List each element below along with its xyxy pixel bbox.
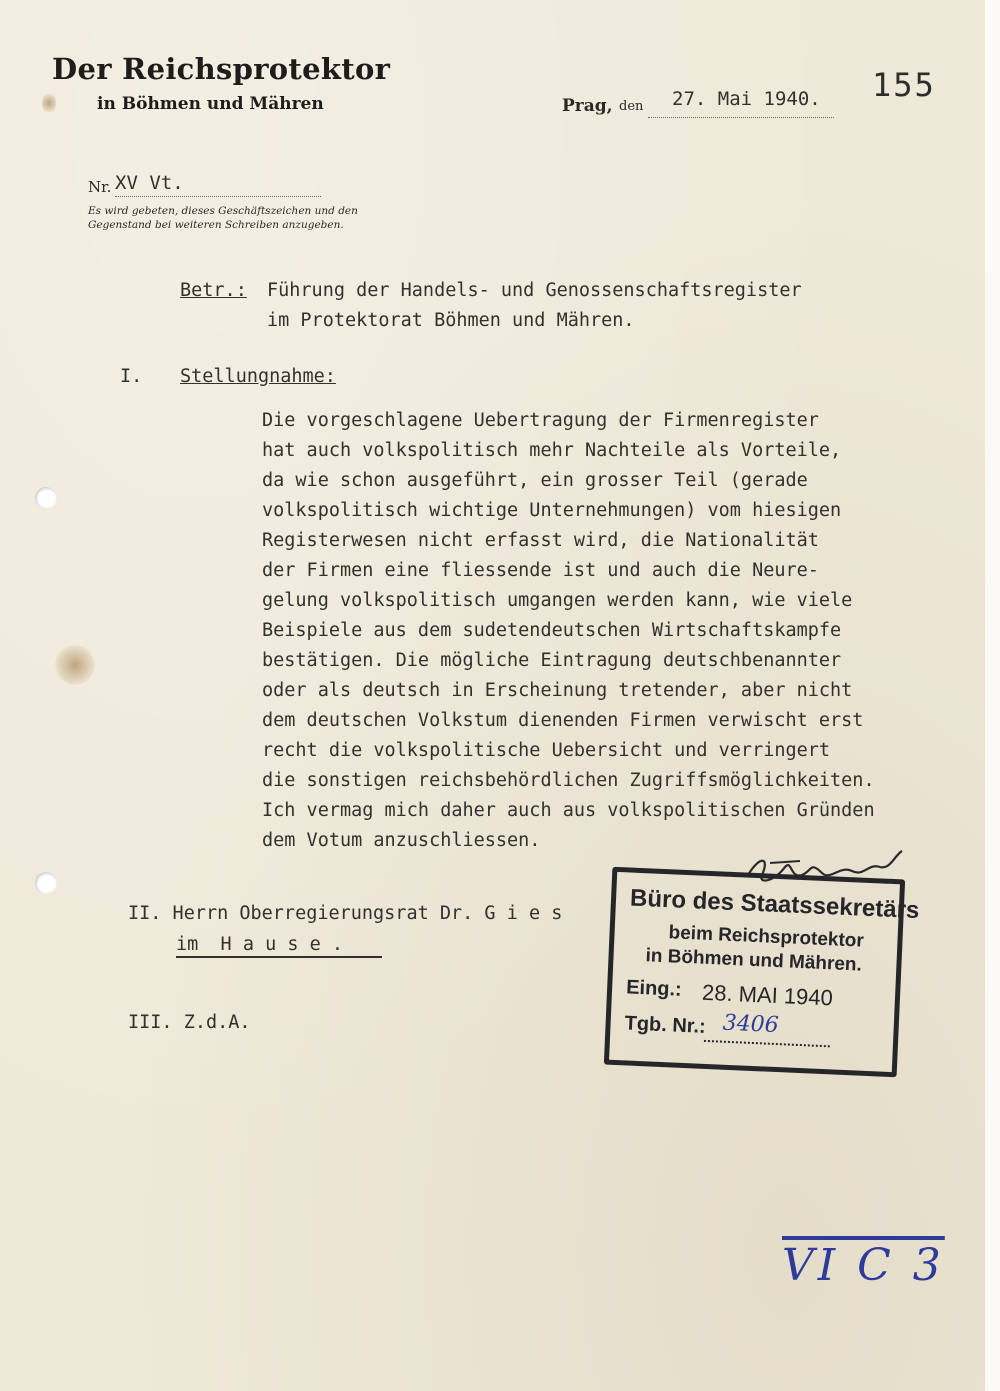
- received-stamp: [604, 867, 920, 1078]
- body-line: oder als deutsch in Erscheinung tretender, aber nicht: [262, 680, 853, 701]
- body-line: der Firmen eine fliessende ist und auch die Neure-: [262, 560, 819, 581]
- rust-stain-small: [42, 92, 56, 114]
- subject-line2: im Protektorat Böhmen und Mähren.: [267, 310, 635, 331]
- punch-hole-bottom: [35, 872, 57, 894]
- body-line: dem deutschen Volkstum dienenden Firmen verwischt erst: [262, 710, 864, 731]
- stamp-dotted-line: [704, 1040, 830, 1047]
- body-line: die sonstigen reichsbehördlichen Zugriffsmöglichkeiten.: [262, 770, 875, 791]
- body-line: gelung volkspolitisch umgangen werden kann, wie viele: [262, 590, 853, 611]
- section2-line2: im H a u s e .: [176, 934, 344, 955]
- stamp-diary-number: 3406: [722, 1010, 780, 1039]
- stamp-received-label: Eing.:: [625, 976, 683, 1001]
- reference-label: Nr.: [88, 178, 112, 196]
- den-label: den: [619, 99, 644, 114]
- section2-underline: [176, 956, 382, 958]
- section2-line1: II. Herrn Oberregierungsrat Dr. G i e s: [128, 903, 563, 924]
- body-line: dem Votum anzuschliessen.: [262, 830, 541, 851]
- body-line: bestätigen. Die mögliche Eintragung deutschbenannter: [262, 650, 842, 671]
- body-line: Die vorgeschlagene Uebertragung der Firmenregister: [262, 410, 819, 431]
- letterhead-subtitle: in Böhmen und Mähren: [97, 94, 324, 114]
- stamp-office-line3: in Böhmen und Mähren.: [645, 945, 863, 976]
- section1-numeral: I.: [120, 366, 143, 387]
- stamp-diary-label: Tgb. Nr.:: [624, 1012, 707, 1038]
- stamp-office: Büro des Staatssekretärs: [629, 884, 920, 925]
- reference-note-line2: Gegenstand bei weiteren Schreiben anzugeben.: [88, 219, 344, 231]
- stamp-received-date: 28. MAI 1940: [701, 979, 834, 1011]
- reference-value: XV Vt.: [115, 172, 184, 194]
- body-line: da wie schon ausgeführt, ein grosser Teil (gerade: [262, 470, 808, 491]
- body-line: Beispiele aus dem sudetendeutschen Wirtschaftskampfe: [262, 620, 842, 641]
- reference-note-line1: Es wird gebeten, dieses Geschäftszeichen und den: [88, 205, 358, 217]
- page-margin: [985, 0, 1000, 1391]
- rust-stain: [55, 645, 95, 685]
- body-line: volkspolitisch wichtige Unternehmungen) vom hiesigen: [262, 500, 842, 521]
- place-label: Prag,: [562, 96, 613, 116]
- subject-label: Betr.:: [180, 280, 247, 301]
- body-line: hat auch volkspolitisch mehr Nachteile als Vorteile,: [262, 440, 842, 461]
- body-line: recht die volkspolitische Uebersicht und verringert: [262, 740, 831, 761]
- reference-line: [115, 196, 321, 197]
- date-line: [648, 117, 834, 118]
- letterhead-title: Der Reichsprotektor: [52, 52, 391, 86]
- page-number: 155: [872, 66, 936, 104]
- date-value: 27. Mai 1940.: [672, 88, 821, 110]
- body-line: Registerwesen nicht erfasst wird, die Nationalität: [262, 530, 819, 551]
- section1-heading: Stellungnahme:: [180, 366, 336, 387]
- stamp-office-line2: beim Reichsprotektor: [668, 922, 865, 952]
- section3-text: III. Z.d.A.: [128, 1012, 251, 1033]
- punch-hole-top: [35, 487, 57, 509]
- subject-line1: Führung der Handels- und Genossenschaftsregister: [267, 280, 802, 301]
- body-line: Ich vermag mich daher auch aus volkspolitischen Gründen: [262, 800, 875, 821]
- handwritten-department-mark: VI C 3: [782, 1240, 945, 1291]
